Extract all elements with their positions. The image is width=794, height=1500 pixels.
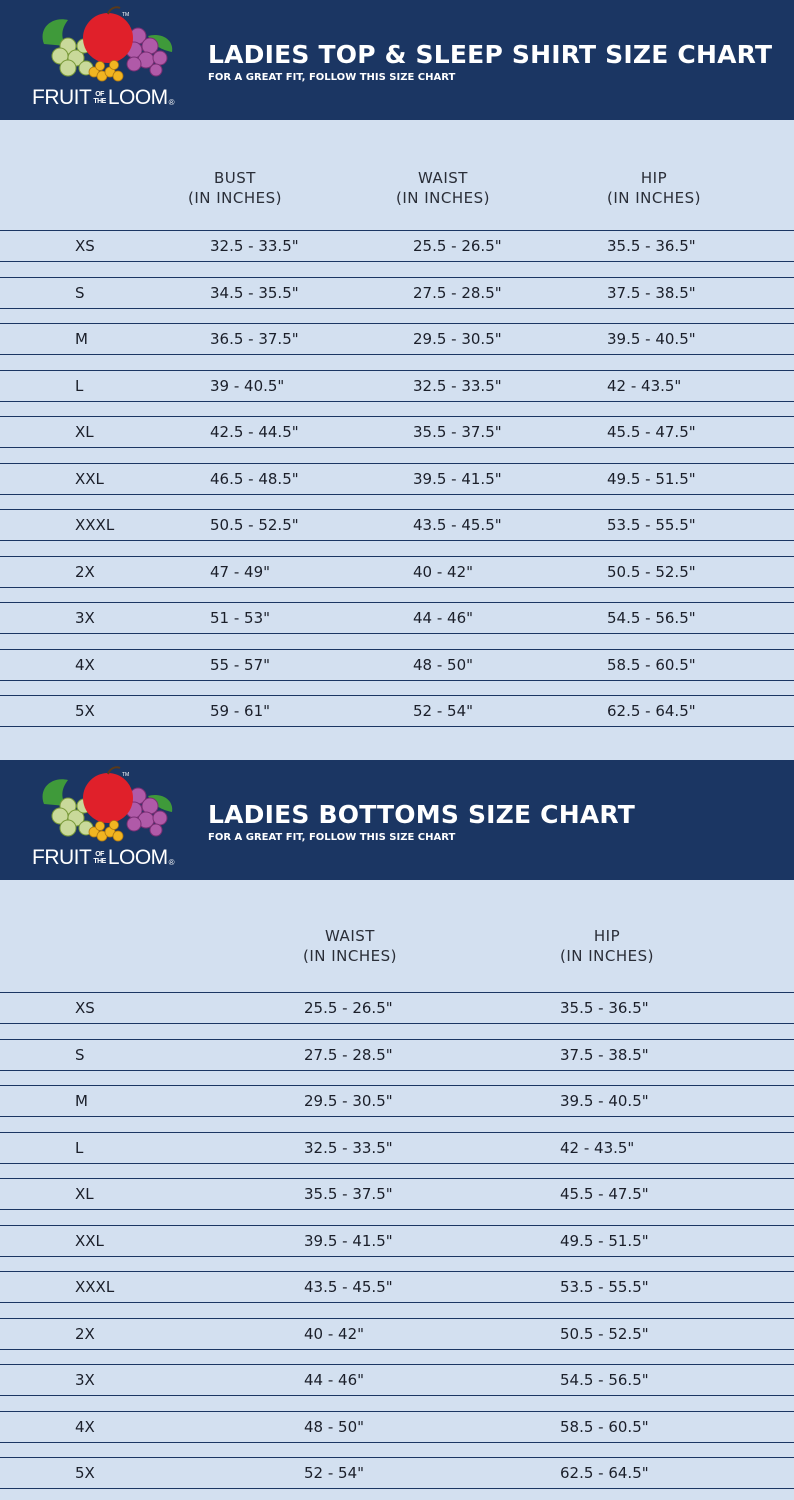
table-row bbox=[0, 370, 794, 402]
brand-loom: LOOM bbox=[107, 846, 168, 869]
fruit-logo-icon bbox=[38, 766, 178, 844]
table-row bbox=[0, 323, 794, 355]
hip-cell: 54.5 - 56.5" bbox=[560, 1371, 649, 1389]
table-row bbox=[0, 1039, 794, 1071]
bust-cell: 50.5 - 52.5" bbox=[210, 516, 299, 534]
col-header-line2: (IN INCHES) bbox=[395, 189, 490, 207]
table-row bbox=[0, 1411, 794, 1443]
waist-cell: 43.5 - 45.5" bbox=[304, 1278, 393, 1296]
table-row bbox=[0, 1457, 794, 1489]
col-header-hip bbox=[594, 168, 714, 208]
waist-cell: 48 - 50" bbox=[413, 655, 474, 674]
hip-cell: 39.5 - 40.5" bbox=[560, 1092, 649, 1110]
size-cell: 4X bbox=[75, 1417, 95, 1436]
bottoms-rows bbox=[0, 992, 794, 1489]
table-row bbox=[0, 277, 794, 309]
hip-cell: 50.5 - 52.5" bbox=[607, 562, 696, 581]
size-cell: 3X bbox=[75, 1371, 95, 1389]
size-cell: L bbox=[75, 1138, 84, 1157]
trademark-mark: TM bbox=[122, 12, 130, 18]
table-row bbox=[0, 230, 794, 262]
hip-cell: 35.5 - 36.5" bbox=[560, 999, 649, 1017]
fruit-logo-icon bbox=[38, 6, 178, 84]
table-row bbox=[0, 1225, 794, 1257]
registered-mark: ® bbox=[168, 858, 175, 867]
brand-wordmark bbox=[32, 86, 174, 110]
size-cell: 2X bbox=[75, 1324, 95, 1343]
size-cell: 4X bbox=[75, 655, 95, 674]
waist-cell: 39.5 - 41.5" bbox=[304, 1231, 393, 1250]
registered-mark: ® bbox=[168, 98, 175, 107]
trademark-mark: TM bbox=[122, 772, 130, 778]
hip-cell: 45.5 - 47.5" bbox=[607, 423, 696, 441]
col-header-line2: (IN INCHES) bbox=[559, 947, 654, 965]
size-cell: XXXL bbox=[75, 516, 115, 534]
col-header-line1: HIP bbox=[593, 927, 621, 945]
bust-cell: 59 - 61" bbox=[210, 702, 271, 720]
size-cell: 2X bbox=[75, 562, 95, 581]
hip-cell: 39.5 - 40.5" bbox=[607, 330, 696, 348]
size-cell: XXXL bbox=[75, 1278, 115, 1296]
waist-cell: 32.5 - 33.5" bbox=[304, 1138, 393, 1157]
waist-cell: 40 - 42" bbox=[304, 1324, 365, 1343]
waist-cell: 43.5 - 45.5" bbox=[413, 516, 502, 534]
table-row bbox=[0, 649, 794, 681]
waist-cell: 25.5 - 26.5" bbox=[413, 237, 502, 255]
bust-cell: 55 - 57" bbox=[210, 655, 271, 674]
bust-cell: 32.5 - 33.5" bbox=[210, 237, 299, 255]
size-cell: M bbox=[75, 1092, 88, 1110]
brand-wordmark bbox=[32, 846, 174, 870]
size-cell: XXL bbox=[75, 469, 104, 488]
bottoms-header bbox=[0, 760, 794, 880]
brand-of: OF bbox=[95, 851, 104, 858]
brand-fruit: FRUIT bbox=[32, 846, 92, 869]
hip-cell: 49.5 - 51.5" bbox=[607, 469, 696, 488]
size-cell: XL bbox=[75, 1185, 94, 1203]
hip-cell: 62.5 - 64.5" bbox=[607, 702, 696, 720]
col-header-line1: WAIST bbox=[418, 169, 468, 187]
hip-cell: 58.5 - 60.5" bbox=[560, 1417, 649, 1436]
tops-subtitle: FOR A GREAT FIT, FOLLOW THIS SIZE CHART bbox=[208, 72, 456, 83]
size-cell: 5X bbox=[75, 702, 95, 720]
hip-cell: 45.5 - 47.5" bbox=[560, 1185, 649, 1203]
col-header-hip bbox=[547, 926, 667, 966]
size-cell: XXL bbox=[75, 1231, 104, 1250]
table-row bbox=[0, 1364, 794, 1396]
tops-title: LADIES TOP & SLEEP SHIRT SIZE CHART bbox=[208, 40, 773, 69]
table-row bbox=[0, 1318, 794, 1350]
col-header-line1: WAIST bbox=[325, 927, 375, 945]
waist-cell: 29.5 - 30.5" bbox=[304, 1092, 393, 1110]
brand-fruit: FRUIT bbox=[32, 86, 92, 109]
size-cell: XS bbox=[75, 999, 95, 1017]
bust-cell: 46.5 - 48.5" bbox=[210, 469, 299, 488]
bust-cell: 47 - 49" bbox=[210, 562, 271, 581]
col-header-waist bbox=[290, 926, 410, 966]
hip-cell: 53.5 - 55.5" bbox=[607, 516, 696, 534]
col-header-line1: BUST bbox=[214, 169, 256, 187]
hip-cell: 62.5 - 64.5" bbox=[560, 1464, 649, 1482]
table-row bbox=[0, 463, 794, 495]
waist-cell: 27.5 - 28.5" bbox=[413, 283, 502, 302]
table-row bbox=[0, 602, 794, 634]
waist-cell: 44 - 46" bbox=[413, 609, 474, 627]
waist-cell: 25.5 - 26.5" bbox=[304, 999, 393, 1017]
col-header-waist bbox=[383, 168, 503, 208]
brand-of: OF bbox=[95, 91, 104, 98]
bust-cell: 51 - 53" bbox=[210, 609, 271, 627]
bottoms-size-chart bbox=[0, 760, 794, 1500]
hip-cell: 58.5 - 60.5" bbox=[607, 655, 696, 674]
hip-cell: 54.5 - 56.5" bbox=[607, 609, 696, 627]
table-row bbox=[0, 1178, 794, 1210]
bust-cell: 34.5 - 35.5" bbox=[210, 283, 299, 302]
waist-cell: 39.5 - 41.5" bbox=[413, 469, 502, 488]
waist-cell: 52 - 54" bbox=[413, 702, 474, 720]
waist-cell: 27.5 - 28.5" bbox=[304, 1045, 393, 1064]
bottoms-title: LADIES BOTTOMS SIZE CHART bbox=[208, 800, 635, 829]
waist-cell: 40 - 42" bbox=[413, 562, 474, 581]
col-header-line1: HIP bbox=[640, 169, 668, 187]
hip-cell: 49.5 - 51.5" bbox=[560, 1231, 649, 1250]
hip-cell: 37.5 - 38.5" bbox=[560, 1045, 649, 1064]
table-row bbox=[0, 416, 794, 448]
brand-the: THE bbox=[93, 858, 106, 865]
size-cell: 5X bbox=[75, 1464, 95, 1482]
table-row bbox=[0, 556, 794, 588]
table-row bbox=[0, 695, 794, 727]
brand-loom: LOOM bbox=[107, 86, 168, 109]
brand-of-the bbox=[93, 851, 106, 865]
waist-cell: 35.5 - 37.5" bbox=[304, 1185, 393, 1203]
col-header-line2: (IN INCHES) bbox=[302, 947, 397, 965]
hip-cell: 42 - 43.5" bbox=[607, 376, 682, 395]
col-header-bust bbox=[175, 168, 295, 208]
hip-cell: 53.5 - 55.5" bbox=[560, 1278, 649, 1296]
brand-of-the bbox=[93, 91, 106, 105]
col-header-line2: (IN INCHES) bbox=[187, 189, 282, 207]
bust-cell: 42.5 - 44.5" bbox=[210, 423, 299, 441]
hip-cell: 35.5 - 36.5" bbox=[607, 237, 696, 255]
table-row bbox=[0, 1132, 794, 1164]
table-row bbox=[0, 509, 794, 541]
col-header-line2: (IN INCHES) bbox=[606, 189, 701, 207]
waist-cell: 52 - 54" bbox=[304, 1464, 365, 1482]
size-cell: S bbox=[75, 283, 85, 302]
waist-cell: 48 - 50" bbox=[304, 1417, 365, 1436]
table-row bbox=[0, 1085, 794, 1117]
hip-cell: 50.5 - 52.5" bbox=[560, 1324, 649, 1343]
size-cell: XS bbox=[75, 237, 95, 255]
tops-header bbox=[0, 0, 794, 120]
waist-cell: 29.5 - 30.5" bbox=[413, 330, 502, 348]
waist-cell: 44 - 46" bbox=[304, 1371, 365, 1389]
waist-cell: 35.5 - 37.5" bbox=[413, 423, 502, 441]
brand-the: THE bbox=[93, 98, 106, 105]
size-cell: M bbox=[75, 330, 88, 348]
bust-cell: 36.5 - 37.5" bbox=[210, 330, 299, 348]
waist-cell: 32.5 - 33.5" bbox=[413, 376, 502, 395]
bottoms-subtitle: FOR A GREAT FIT, FOLLOW THIS SIZE CHART bbox=[208, 832, 456, 843]
size-cell: S bbox=[75, 1045, 85, 1064]
hip-cell: 42 - 43.5" bbox=[560, 1138, 635, 1157]
hip-cell: 37.5 - 38.5" bbox=[607, 283, 696, 302]
size-cell: L bbox=[75, 376, 84, 395]
size-cell: 3X bbox=[75, 609, 95, 627]
tops-rows bbox=[0, 230, 794, 742]
table-row bbox=[0, 1271, 794, 1303]
size-cell: XL bbox=[75, 423, 94, 441]
bust-cell: 39 - 40.5" bbox=[210, 376, 285, 395]
table-row bbox=[0, 992, 794, 1024]
